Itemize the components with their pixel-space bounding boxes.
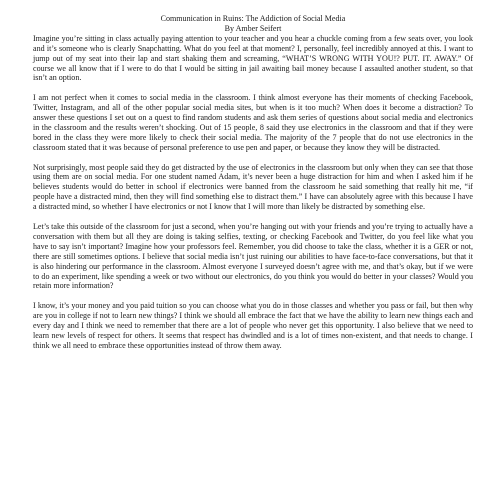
paragraph-2: I am not perfect when it comes to social media in the classroom. I think almost everyone has their moments of checking Facebook, Twitter, Instagram, and all of the other popular social media sites, but when is it too much? When does it become a distraction? To answer these questions I set out on a quest to find random students and ask them series of questions about social media and electronics in the classroom and the results weren’t shocking. Out of 15 people, 8 said they use electronics in the classroom and that if they were bored in the class they were more likely to check their social media. The majority of the 7 people that do not use electronics in the classroom stated that it was because of personal preference to use pen and paper, or because they know they will be distracted. xyxy=(33,93,473,152)
paragraph-4: Let’s take this outside of the classroom for just a second, when you’re hanging out with your friends and you’re trying to actually have a conversation with them but all they are doing is taking selfies, texting, or checking Facebook and Twitter, do you feel like what you have to say isn’t important? Imagine how your professors feel. Remember, you did choose to take the class, whether it is a GER or not, there are still sometimes options. I believe that social media isn’t just ruining our abilities to have face-to-face conversations, but that it is also hindering our performance in the classroom. Almost everyone I surveyed doesn’t agree with me, and that’s okay, but if we were to do an experiment, like spending a week or two without our electronics, do you think you would do better in your classes? Would you retain more information? xyxy=(33,221,473,291)
paragraph-3: Not surprisingly, most people said they do get distracted by the use of electronics in the classroom but only when they can see that those using them are on social media. For one student named Adam, it’s never been a huge distraction for him and when I asked him if he believes students would do better in school if electronics were banned from the classroom he said something that really hit me, “if people have a distracted mind, then they will find something else to distract them.” I have can absolutely agree with this because I have a distracted mind, so whether I have electronics or not I know that I will more than likely be distracted by something else. xyxy=(33,162,473,212)
document-title: Communication in Ruins: The Addiction of Social Media xyxy=(160,14,346,23)
paragraph-1: Imagine you’re sitting in class actually paying attention to your teacher and you hear a chuckle coming from a few seats over, you look and it’s someone who is clearly Snapchatting. What do you feel at that moment? I, personally, feel incredibly annoyed at this. I want to jump out of my seat into their lap and start shaking them and screaming, “WHAT’S WRONG WITH YOU!? PUT. IT. AWAY.” Of course we all know that if I were to do that I would be sitting in jail awaiting bail money because I assaulted another student, so that isn’t an option. xyxy=(33,33,473,83)
paragraph-5: I know, it’s your money and you paid tuition so you can choose what you do in those classes and whether you pass or fail, but then why are you in college if not to learn new things? I think we should all embrace the fact that we have the ability to learn new things each and every day and I think we need to remember that there are a lot of people who never get this opportunity. I also believe that we need to learn new levels of respect for others. It seems that respect has dwindled and is a lot of times non-existent, and that needs to change. I think we all need to embrace these opportunities instead of throw them away. xyxy=(33,301,473,350)
document-header xyxy=(33,14,473,34)
document-byline: By Amber Seifert xyxy=(224,23,282,33)
